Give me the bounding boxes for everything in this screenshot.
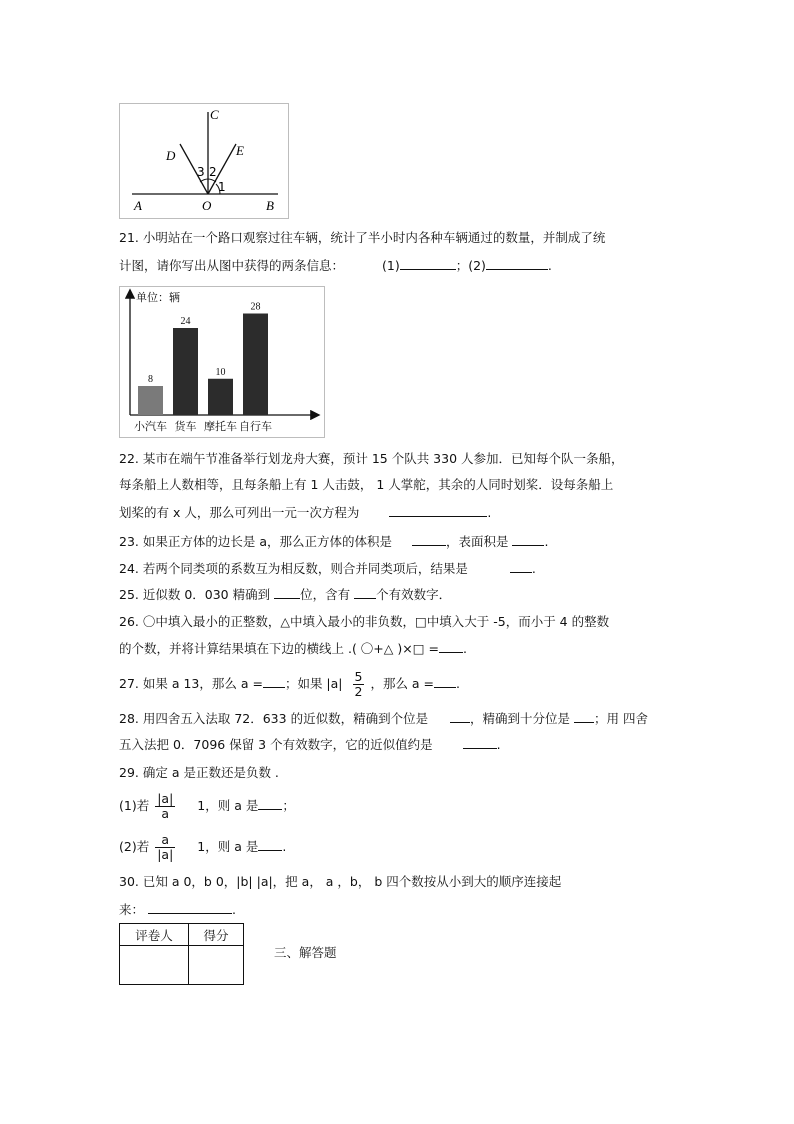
category-label-3: 自行车 — [239, 420, 272, 433]
q27-fraction-numerator: 5 — [354, 669, 363, 684]
q26-line1: 26. 〇中填入最小的正整数，△中填入最小的非负数，□中填入大于 -5，而小于 4 的整数 — [119, 614, 610, 629]
q29-part2-if: (2)若 — [119, 839, 150, 854]
bar-value-label-0: 8 — [148, 374, 153, 385]
q29-part1-then: 1，则 a 是 — [197, 798, 259, 813]
q26-prompt: 的个数，并将计算结果填在下边的横线上 .( 〇+△ )×□ = — [119, 641, 439, 656]
q30-prompt: 来： — [119, 902, 145, 917]
q28-ones-blank[interactable] — [450, 710, 470, 723]
chart-unit-title: 单位：辆 — [136, 291, 180, 304]
q27-mid: ；如果 |a| — [284, 676, 343, 691]
label-3: 3 — [197, 165, 205, 179]
q25-count-blank[interactable] — [354, 586, 376, 599]
q23-end: . — [544, 534, 549, 549]
q28-tenths-prompt: ，精确到十分位是 — [470, 711, 571, 726]
q30-end: . — [232, 902, 236, 917]
category-label-2: 摩托车 — [204, 420, 237, 433]
section-heading: 三、解答题 — [274, 945, 337, 960]
label-1: 1 — [218, 180, 226, 194]
q28-line1 — [119, 710, 648, 727]
q21-prompt: 计图，请你写出从图中获得的两条信息： — [119, 258, 345, 273]
q27-then: ，那么 a = — [370, 676, 435, 691]
q27-blank-1[interactable] — [263, 675, 285, 688]
bar-value-label-2: 10 — [215, 366, 226, 378]
q24-end: . — [531, 561, 536, 576]
q30-line2 — [119, 901, 236, 918]
q29-part2-then: 1，则 a 是 — [197, 839, 259, 854]
chart-bars — [134, 302, 272, 434]
bar-1 — [173, 328, 198, 415]
label-b: B — [266, 198, 274, 213]
q30-order-blank[interactable] — [148, 901, 232, 914]
q24-line — [119, 560, 536, 577]
q22-end: . — [487, 505, 492, 520]
q27-fraction — [353, 670, 365, 699]
category-label-1: 货车 — [174, 420, 197, 433]
angle-diagram — [120, 104, 288, 218]
q27-fraction-denominator: 2 — [354, 684, 363, 699]
grader-score-table — [119, 923, 244, 985]
q26-line2 — [119, 640, 467, 657]
q28-sig-prompt: ；用 四舍 — [594, 711, 649, 726]
q21-part1-label: (1) — [381, 258, 400, 273]
q27-prompt: 27. 如果 a 13，那么 a = — [119, 676, 263, 691]
q21-end: . — [547, 258, 552, 273]
q26-end: . — [462, 641, 467, 656]
bar-value-label-1: 24 — [180, 316, 191, 327]
q27-line — [119, 670, 460, 699]
q23-prompt: 23. 如果正方体的边长是 a，那么正方体的体积是 — [119, 534, 392, 549]
category-label-0: 小汽车 — [134, 420, 167, 433]
q21-blank-1[interactable] — [400, 257, 456, 270]
q24-blank[interactable] — [510, 560, 532, 573]
q25-end: 个有效数字． — [376, 587, 452, 602]
label-c: C — [210, 107, 219, 122]
label-d: D — [166, 148, 176, 163]
q21-line1: 21. 小明站在一个路口观察过往车辆，统计了半小时内各种车辆通过的数量，并制成了统 — [119, 230, 606, 245]
q21-line2 — [119, 257, 552, 274]
q22-equation-blank[interactable] — [389, 504, 487, 517]
q29-fraction-1 — [155, 792, 175, 821]
bar-value-label-3: 28 — [250, 301, 261, 313]
q25-prompt: 25. 近似数 0．030 精确到 — [119, 587, 271, 602]
q21-blank-2[interactable] — [486, 257, 548, 270]
bar-2 — [208, 379, 233, 415]
q26-blank[interactable] — [439, 640, 463, 653]
q29-part1-end: ； — [282, 798, 295, 813]
score-cell[interactable] — [189, 946, 244, 985]
q28-prompt: 28. 用四舍五入法取 72．633 的近似数，精确到个位是 — [119, 711, 429, 726]
q30-line1: 30. 已知 a 0，b 0，|b| |a|，把 a， a ，b， b 四个数按从小到大的顺序连接起 — [119, 874, 562, 889]
label-e: E — [236, 143, 244, 158]
q28-approx-blank[interactable] — [463, 736, 497, 749]
bar-0 — [138, 386, 163, 415]
q25-mid: 位，含有 — [300, 587, 351, 602]
q28-end: . — [496, 737, 501, 752]
q28-line2 — [119, 736, 501, 753]
q22-line2: 每条船上人数相等，且每条船上有 1 人击鼓， 1 人掌舵，其余的人同时划桨．设每条船上 — [119, 477, 614, 492]
score-header: 得分 — [189, 924, 244, 946]
q29-fraction-1-numerator: |a| — [157, 791, 174, 806]
q29-fraction-1-denominator: a — [161, 806, 170, 821]
q27-end: . — [456, 676, 461, 691]
label-2: 2 — [209, 165, 217, 179]
grader-cell[interactable] — [120, 946, 189, 985]
bar-3 — [243, 314, 268, 416]
q23-surface-prompt: ，表面积是 — [445, 534, 509, 549]
q24-prompt: 24. 若两个同类项的系数互为相反数，则合并同类项后，结果是 — [119, 561, 468, 576]
q29-part2-end: . — [282, 839, 287, 854]
q25-place-blank[interactable] — [274, 586, 300, 599]
q29-part2 — [119, 831, 286, 863]
q29-title: 29. 确定 a 是正数还是负数 . — [119, 765, 279, 780]
label-a: A — [134, 198, 142, 213]
q27-blank-2[interactable] — [434, 675, 456, 688]
q28-tenths-blank[interactable] — [574, 710, 594, 723]
q28-line2-prompt: 五入法把 0．7096 保留 3 个有效数字，它的近似值约是 — [119, 737, 433, 752]
q21-separator: ；(2) — [455, 258, 486, 273]
vehicle-chart-svg — [120, 287, 324, 437]
q22-line1: 22. 某市在端午节准备举行划龙舟大赛，预计 15 个队共 330 人参加．已知每个队一条船， — [119, 451, 624, 466]
label-o: O — [202, 198, 212, 213]
q29-part1-if: (1)若 — [119, 798, 150, 813]
q29-part1-blank[interactable] — [258, 797, 282, 810]
grader-header: 评卷人 — [120, 924, 189, 946]
q22-line3 — [119, 504, 491, 521]
q25-line — [119, 586, 451, 603]
angle-figure — [119, 103, 289, 219]
q23-line — [119, 533, 548, 550]
q29-fraction-2-denominator: |a| — [157, 847, 174, 862]
q29-fraction-2 — [155, 833, 175, 862]
q29-part1 — [119, 790, 295, 822]
q29-part2-blank[interactable] — [258, 838, 282, 851]
q29-fraction-2-numerator: a — [155, 833, 175, 848]
q22-prompt: 划桨的有 x 人，那么可列出一元一次方程为 — [119, 505, 360, 520]
q23-surface-blank[interactable] — [512, 533, 544, 546]
vehicle-bar-chart — [119, 286, 325, 438]
q23-volume-blank[interactable] — [412, 533, 446, 546]
